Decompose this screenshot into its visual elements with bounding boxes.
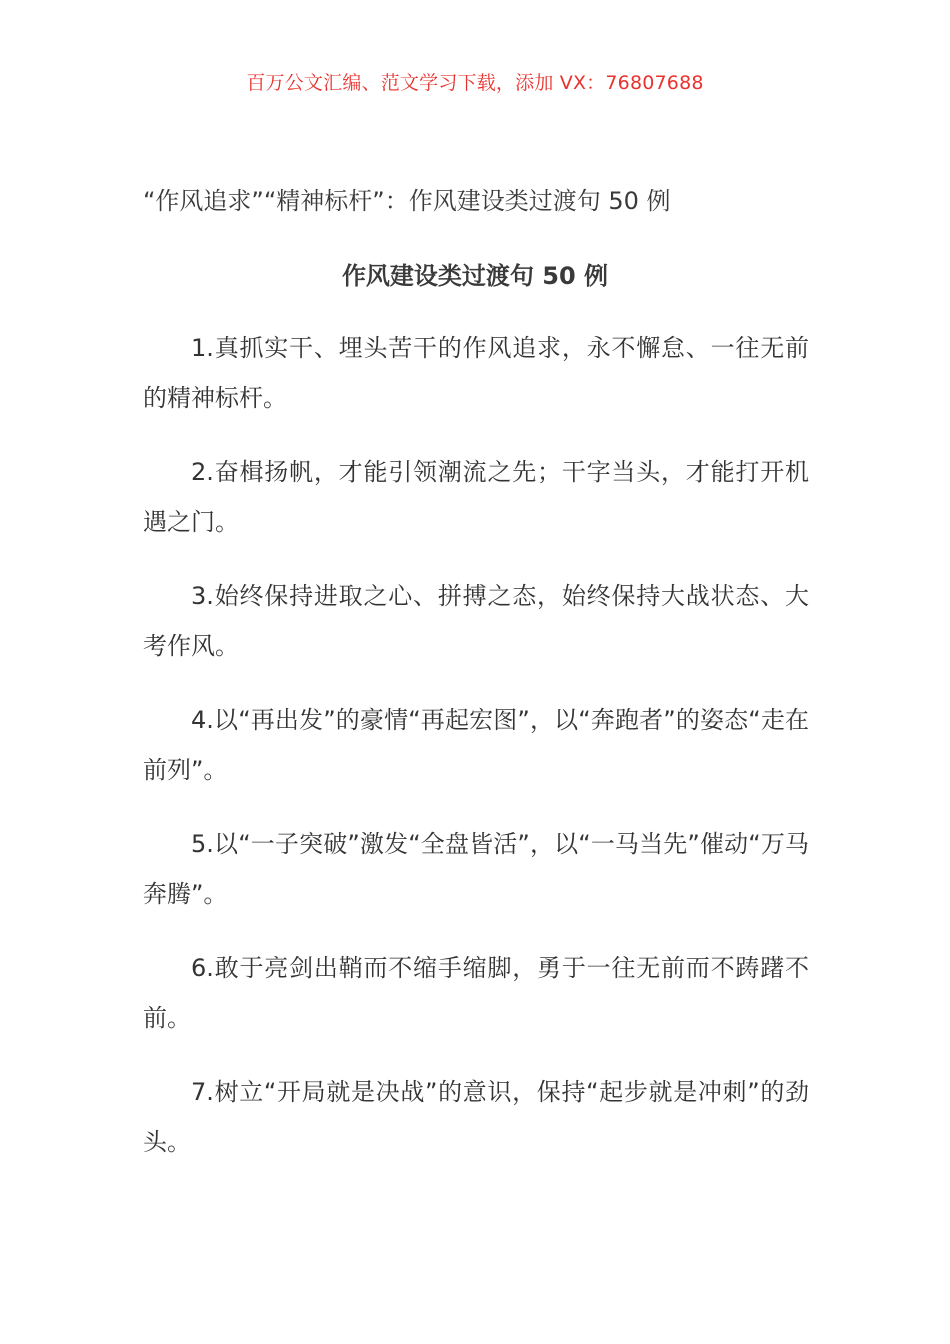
list-item: 3.始终保持进取之心、拼搏之态，始终保持大战状态、大考作风。: [143, 582, 809, 660]
document-subtitle: 作风建设类过渡句 50 例: [341, 262, 609, 290]
list-item: 4.以“再出发”的豪情“再起宏图”，以“奔跑者”的姿态“走在前列”。: [143, 706, 809, 784]
document-title: “作风追求”“精神标杆”：作风建设类过渡句 50 例: [143, 187, 671, 215]
list-item: 1.真抓实干、埋头苦干的作风追求，永不懈怠、一往无前的精神标杆。: [143, 334, 809, 412]
list-item: 6.敢于亮剑出鞘而不缩手缩脚，勇于一往无前而不踌躇不前。: [143, 954, 809, 1032]
list-item: 7.树立“开局就是决战”的意识，保持“起步就是冲刺”的劲头。: [143, 1078, 809, 1156]
item-list: [143, 323, 809, 1191]
header-watermark-note: 百万公文汇编、范文学习下载，添加 VX：76807688: [246, 72, 704, 94]
list-item: 2.奋楫扬帆，才能引领潮流之先；干字当头，才能打开机遇之门。: [143, 458, 809, 536]
list-item: 5.以“一子突破”激发“全盘皆活”，以“一马当先”催动“万马奔腾”。: [143, 830, 809, 908]
